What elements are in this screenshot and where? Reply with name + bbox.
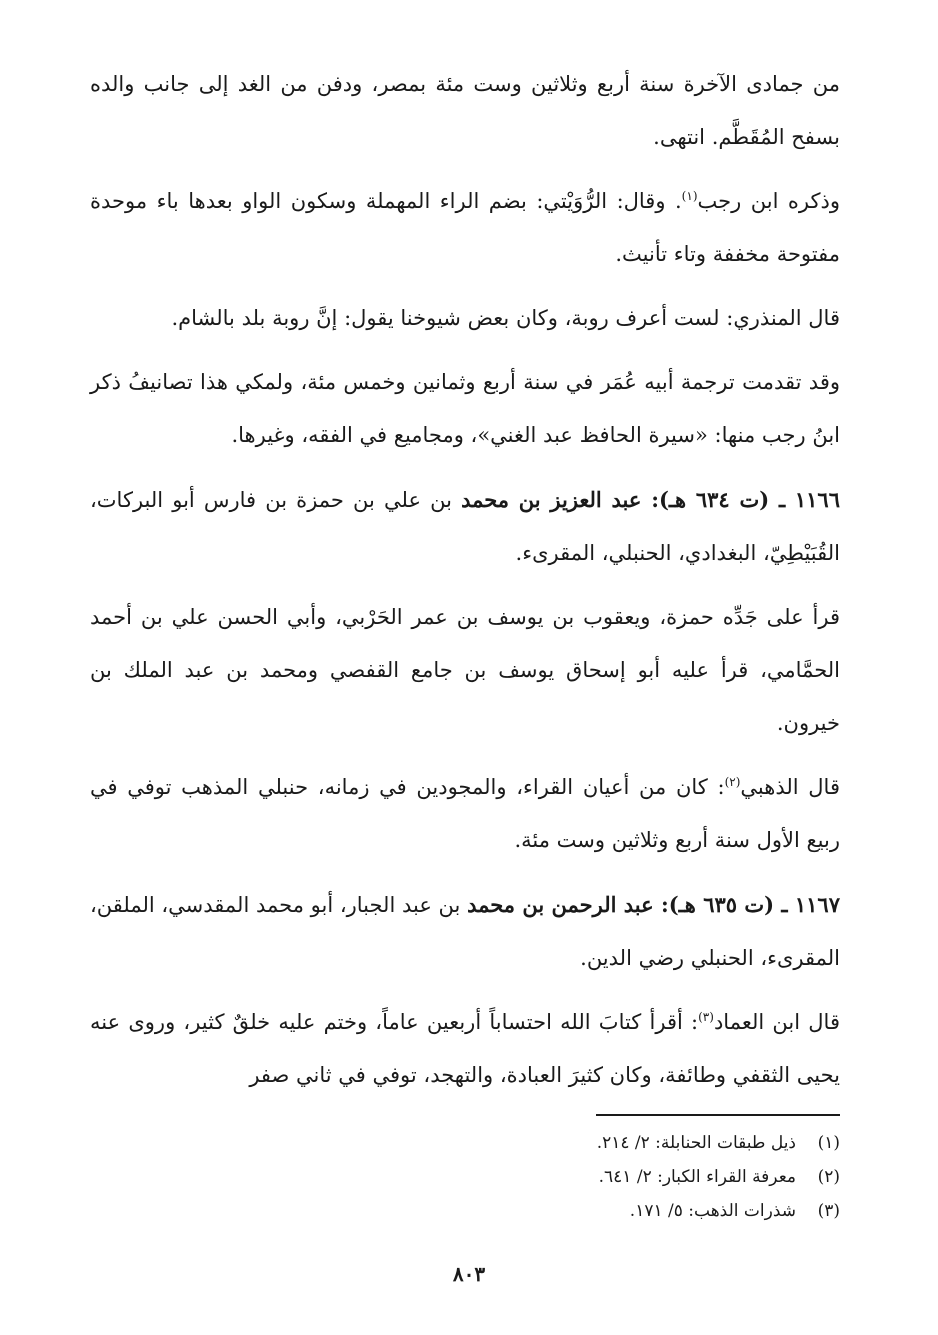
- footnotes: [240, 1126, 840, 1228]
- paragraph-text: . وقال: الرُّوَيْتي: بضم الراء المهملة وسكون الواو بعدها باء موحدة مفتوحة مخففة وتاء تأنيث.: [90, 189, 840, 266]
- entry-heading: ١١٦٧ ـ (ت ٦٣٥ هـ): عبد الرحمن بن محمد: [467, 892, 840, 917]
- paragraph-text: بن علي بن حمزة بن فارس أبو البركات، القُبَيْطِيّ، البغدادي، الحنبلي، المقرىء.: [90, 488, 840, 565]
- paragraph-text: قرأ على جَدِّه حمزة، ويعقوب بن يوسف بن عمر الحَرْبي، وأبي الحسن علي بن أحمد الحمَّامي، قرأ عليه أبو إسحاق يوسف بن جامع القفصي ومحمد بن عبد الملك بن خيرون.: [90, 605, 840, 735]
- paragraph-7: [90, 761, 840, 867]
- footnote-1: [240, 1126, 840, 1160]
- paragraph-text: قال ابن العماد: [713, 1010, 840, 1034]
- entry-1166: [90, 473, 840, 580]
- paragraph-text: : أقرأ كتابَ الله احتساباً أربعين عاماً، وختم عليه خلقٌ كثير، وروى عنه يحيى الثقفي وطائفة، وكان كثيرَ العبادة، والتهجد، توفي في ثاني صفر: [90, 1010, 840, 1087]
- footnote-number: (١): [817, 1133, 840, 1153]
- footnote-number: (٣): [817, 1201, 840, 1221]
- paragraph-text: قال الذهبي: [740, 775, 840, 799]
- footnote-ref[interactable]: (٢): [724, 775, 741, 789]
- footnote-divider: [596, 1114, 840, 1116]
- footnote-text: شذرات الذهب: ٥/ ١٧١.: [629, 1201, 796, 1221]
- paragraph-2: [90, 175, 840, 281]
- paragraph-9: [90, 996, 840, 1102]
- paragraph-1: [90, 58, 840, 164]
- paragraph-6: [90, 591, 840, 750]
- paragraph-text: وذكره ابن رجب: [697, 189, 840, 213]
- footnote-ref[interactable]: (١): [681, 189, 698, 203]
- paragraph-text: من جمادى الآخرة سنة أربع وثلاثين وست مئة بمصر، ودفن من الغد إلى جانب والده بسفح المُقَطَّم. انتهى.: [90, 72, 840, 149]
- page-number: ٨٠٣: [452, 1262, 486, 1286]
- footnote-text: معرفة القراء الكبار: ٢/ ٦٤١.: [598, 1167, 796, 1187]
- footnote-text: ذيل طبقات الحنابلة: ٢/ ٢١٤.: [596, 1133, 796, 1153]
- paragraph-4: [90, 356, 840, 462]
- footnote-number: (٢): [817, 1167, 840, 1187]
- paragraph-3: [90, 292, 840, 345]
- paragraph-text: بن عبد الجبار، أبو محمد المقدسي، الملقن، المقرىء، الحنبلي رضي الدين.: [90, 893, 840, 970]
- entry-1167: [90, 878, 840, 985]
- footnote-3: [240, 1194, 840, 1228]
- paragraph-text: وقد تقدمت ترجمة أبيه عُمَر في سنة أربع وثمانين وخمس مئة، ولمكي هذا تصانيفُ ذكر ابنُ رجب منها: «سيرة الحافظ عبد الغني»، ومجاميع في الفقه، وغيرها.: [90, 370, 840, 447]
- paragraph-text: قال المنذري: لست أعرف روبة، وكان بعض شيوخنا يقول: إنَّ روبة بلد بالشام.: [171, 306, 840, 330]
- paragraph-text: : كان من أعيان القراء، والمجودين في زمانه، حنبلي المذهب توفي في ربيع الأول سنة أربع وثلاثين وست مئة.: [90, 775, 840, 852]
- entry-heading: ١١٦٦ ـ (ت ٦٣٤ هـ): عبد العزيز بن محمد: [461, 487, 840, 512]
- page-body: [90, 58, 840, 1113]
- footnote-ref[interactable]: (٣): [698, 1010, 714, 1024]
- footnote-2: [240, 1160, 840, 1194]
